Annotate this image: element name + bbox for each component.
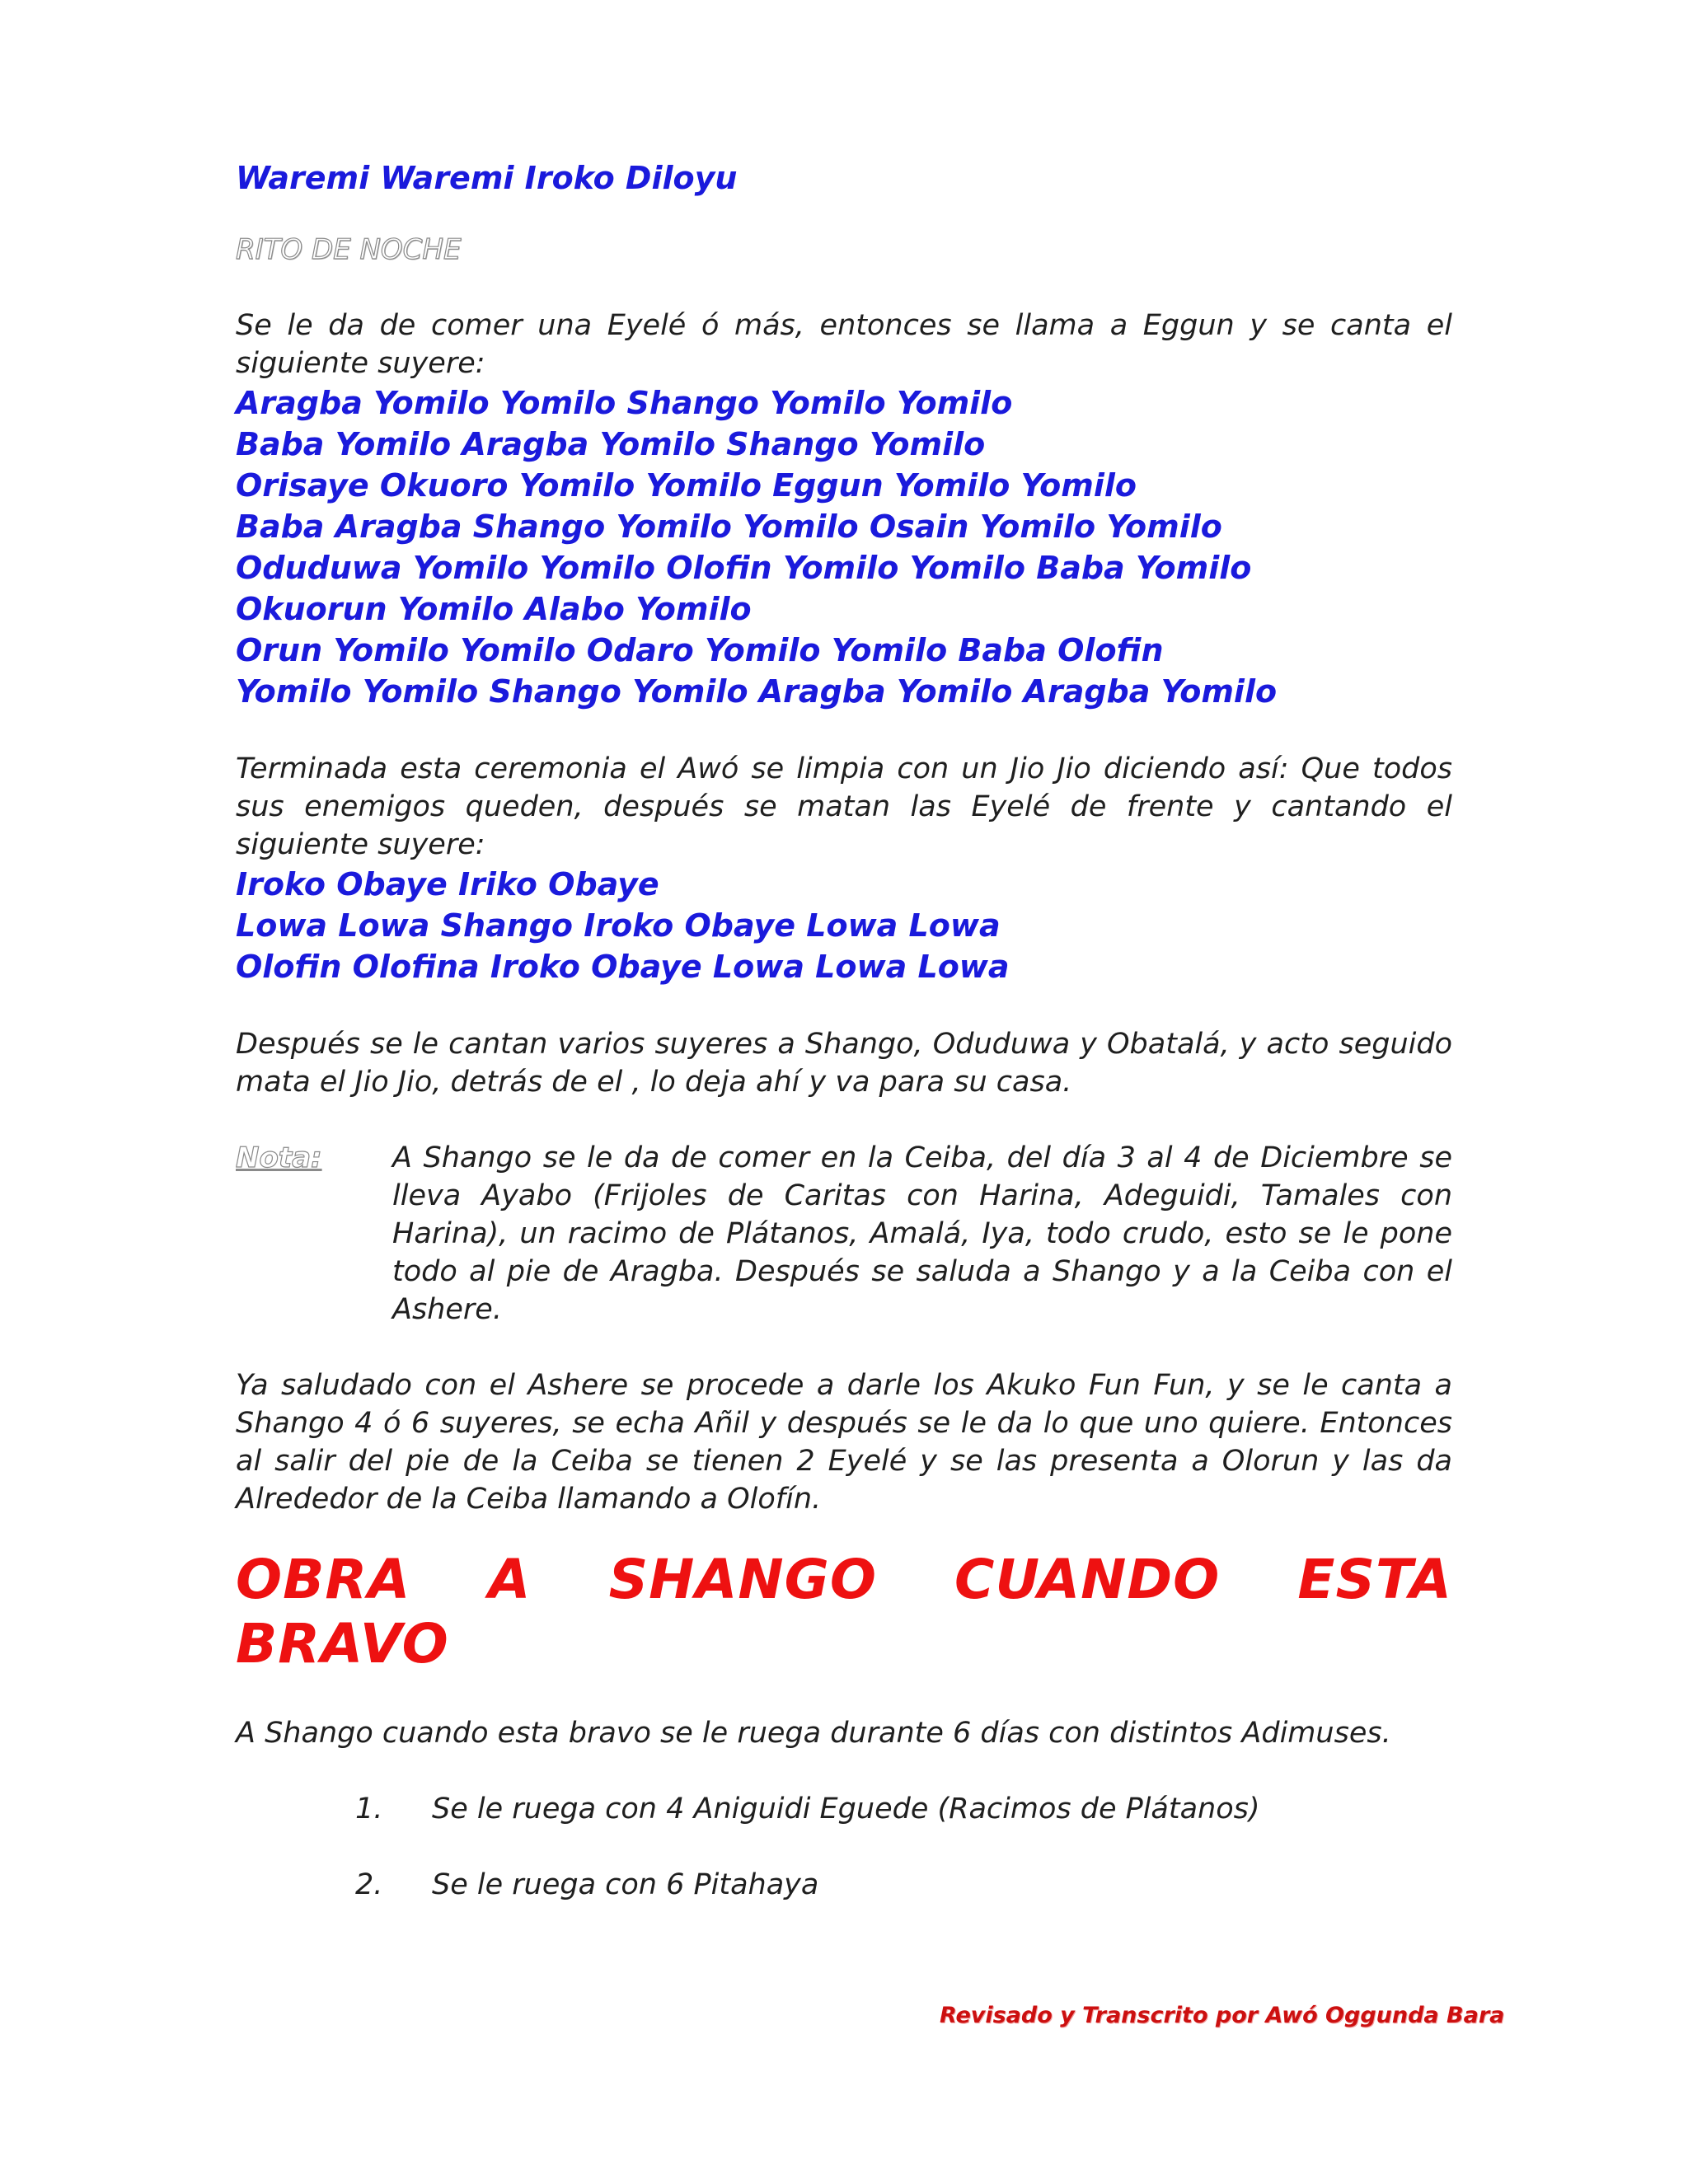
numbered-list — [236, 1790, 1452, 1904]
footer-credit: Revisado y Transcrito por Awó Oggunda Bara — [940, 2003, 1505, 2028]
section-heading: Waremi Waremi Iroko Diloyu — [236, 160, 738, 196]
chant-line: Oduduwa Yomilo Yomilo Olofin Yomilo Yomilo Baba Yomilo — [236, 550, 1252, 586]
document-page — [236, 157, 1452, 1942]
chant-line: Orun Yomilo Yomilo Odaro Yomilo Yomilo Baba Olofin — [236, 632, 1164, 668]
chant-line: Yomilo Yomilo Shango Yomilo Aragba Yomilo Aragba Yomilo — [236, 673, 1278, 710]
chant-2 — [236, 864, 1452, 987]
list-item — [236, 1866, 1452, 1904]
title-word: CUANDO — [954, 1548, 1221, 1611]
chant-line: Orisaye Okuoro Yomilo Yomilo Eggun Yomilo Yomilo — [236, 467, 1137, 504]
paragraph-1: Se le da de comer una Eyelé ó más, entonces se llama a Eggun y se canta el siguiente suyere: — [236, 309, 1452, 380]
chant-line: Aragba Yomilo Yomilo Shango Yomilo Yomilo — [236, 385, 1013, 421]
chant-line: Baba Aragba Shango Yomilo Yomilo Osain Yomilo Yomilo — [236, 509, 1222, 545]
chant-line: Iroko Obaye Iriko Obaye — [236, 866, 659, 902]
note-block — [236, 1139, 1452, 1329]
subheading-rito: RITO DE NOCHE — [236, 233, 462, 266]
chant-line: Baba Yomilo Aragba Yomilo Shango Yomilo — [236, 426, 986, 462]
list-item — [236, 1790, 1452, 1828]
note-label: Nota: — [236, 1141, 322, 1174]
title-word: A — [488, 1548, 532, 1611]
paragraph-2: Terminada esta ceremonia el Awó se limpia con un Jio Jio diciendo así: Que todos sus enemigos queden, después se matan las Eyelé de frente y cantando el siguiente suyere: — [236, 752, 1452, 861]
chant-1 — [236, 382, 1452, 712]
title-word: SHANGO — [608, 1548, 877, 1611]
title-word: BRAVO — [236, 1612, 449, 1675]
list-number: 2. — [355, 1868, 383, 1901]
chant-line: Okuorun Yomilo Alabo Yomilo — [236, 591, 752, 627]
list-number: 1. — [355, 1793, 383, 1825]
obra-title — [236, 1548, 1452, 1676]
paragraph-4: Ya saludado con el Ashere se procede a darle los Akuko Fun Fun, y se le canta a Shango 4 ó 6 suyeres, se echa Añil y después se le da lo que uno quiere. Entonces al salir del pie de la Ceiba se tienen 2 Eyelé y se las presenta a Olorun y las da Alrededor de la Ceiba llamando a Olofín. — [236, 1369, 1452, 1516]
chant-line: Olofin Olofina Iroko Obaye Lowa Lowa Lowa — [236, 949, 1010, 985]
title-word: OBRA — [236, 1548, 411, 1611]
paragraph-5: A Shango cuando esta bravo se le ruega durante 6 días con distintos Adimuses. — [236, 1717, 1391, 1750]
list-text: Se le ruega con 6 Pitahaya — [432, 1868, 819, 1901]
title-word: ESTA — [1297, 1548, 1452, 1611]
list-text: Se le ruega con 4 Aniguidi Eguede (Racimos de Plátanos) — [432, 1793, 1260, 1825]
obra-title-row — [236, 1548, 1452, 1612]
note-text: A Shango se le da de comer en la Ceiba, del día 3 al 4 de Diciembre se lleva Ayabo (Frijoles de Caritas con Harina, Adeguidi, Tamales con Harina), un racimo de Plátanos, Amalá, Iya, todo crudo, esto se le pone todo al pie de Aragba. Después se saluda a Shango y a la Ceiba con el Ashere. — [392, 1141, 1452, 1326]
chant-line: Lowa Lowa Shango Iroko Obaye Lowa Lowa — [236, 907, 1001, 944]
paragraph-3: Después se le cantan varios suyeres a Shango, Oduduwa y Obatalá, y acto seguido mata el Jio Jio, detrás de el , lo deja ahí y va para su casa. — [236, 1028, 1452, 1099]
